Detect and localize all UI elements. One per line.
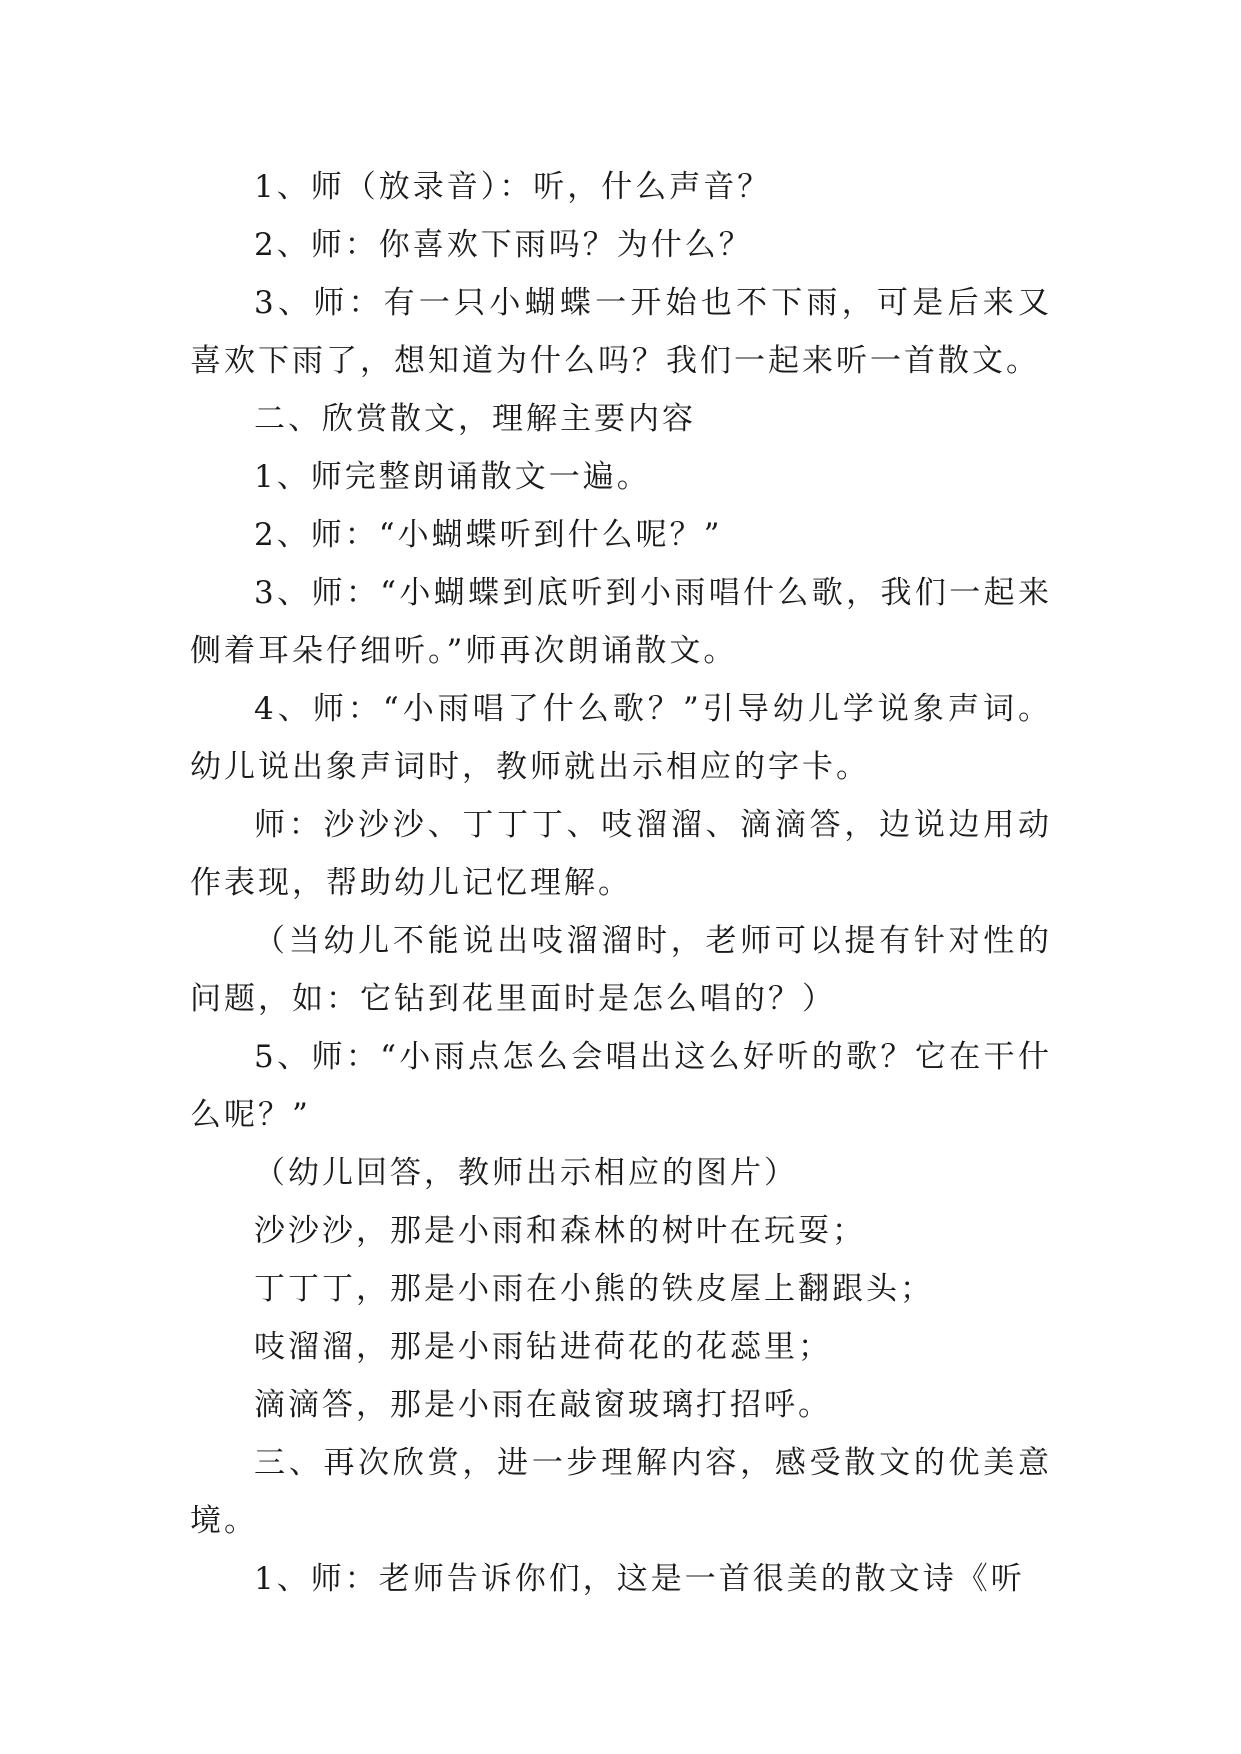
paragraph-sec2-step-2: 2、师：“小蝴蝶听到什么呢？” [254, 517, 723, 553]
paragraph-answer-note: （幼儿回答，教师出示相应的图片） [254, 1155, 798, 1191]
paragraph-line-zhiliu: 吱溜溜，那是小雨钻进荷花的花蕊里； [254, 1329, 832, 1365]
paragraph-sec3-step-1: 1、师：老师告诉你们，这是一首很美的散文诗《听 [254, 1561, 1025, 1597]
paragraph-step-2: 2、师：你喜欢下雨吗？为什么？ [254, 227, 753, 263]
paragraph-onomatopoeia: 师：沙沙沙、丁丁丁、吱溜溜、滴滴答，边说边用动作表现，帮助幼儿记忆理解。 [190, 807, 1052, 901]
section-heading-2: 二、欣赏散文，理解主要内容 [254, 401, 696, 437]
paragraph-line-dida: 滴滴答，那是小雨在敲窗玻璃打招呼。 [254, 1387, 832, 1423]
paragraph-step-1: 1、师（放录音）：听，什么声音？ [254, 169, 772, 205]
paragraph-note: （当幼儿不能说出吱溜溜时，老师可以提有针对性的问题，如：它钻到花里面时是怎么唱的？） [190, 923, 1052, 1017]
paragraph-sec2-step-3: 3、师：“小蝴蝶到底听到小雨唱什么歌，我们一起来侧着耳朵仔细听。”师再次朗诵散文。 [190, 575, 1052, 669]
paragraph-line-dingding: 丁丁丁，那是小雨在小熊的铁皮屋上翻跟头； [254, 1271, 934, 1307]
paragraph-sec2-step-4: 4、师：“小雨唱了什么歌？”引导幼儿学说象声词。幼儿说出象声词时，教师就出示相应的字卡。 [190, 691, 1052, 785]
paragraph-line-shasha: 沙沙沙，那是小雨和森林的树叶在玩耍； [254, 1213, 866, 1249]
section-heading-3: 三、再次欣赏，进一步理解内容，感受散文的优美意境。 [190, 1445, 1052, 1539]
paragraph-step-3: 3、师：有一只小蝴蝶一开始也不下雨，可是后来又喜欢下雨了，想知道为什么吗？我们一起来听一首散文。 [190, 285, 1052, 379]
document-body [190, 158, 1052, 1608]
paragraph-sec2-step-1: 1、师完整朗诵散文一遍。 [254, 459, 651, 495]
paragraph-sec2-step-5: 5、师：“小雨点怎么会唱出这么好听的歌？它在干什么呢？” [190, 1039, 1052, 1133]
